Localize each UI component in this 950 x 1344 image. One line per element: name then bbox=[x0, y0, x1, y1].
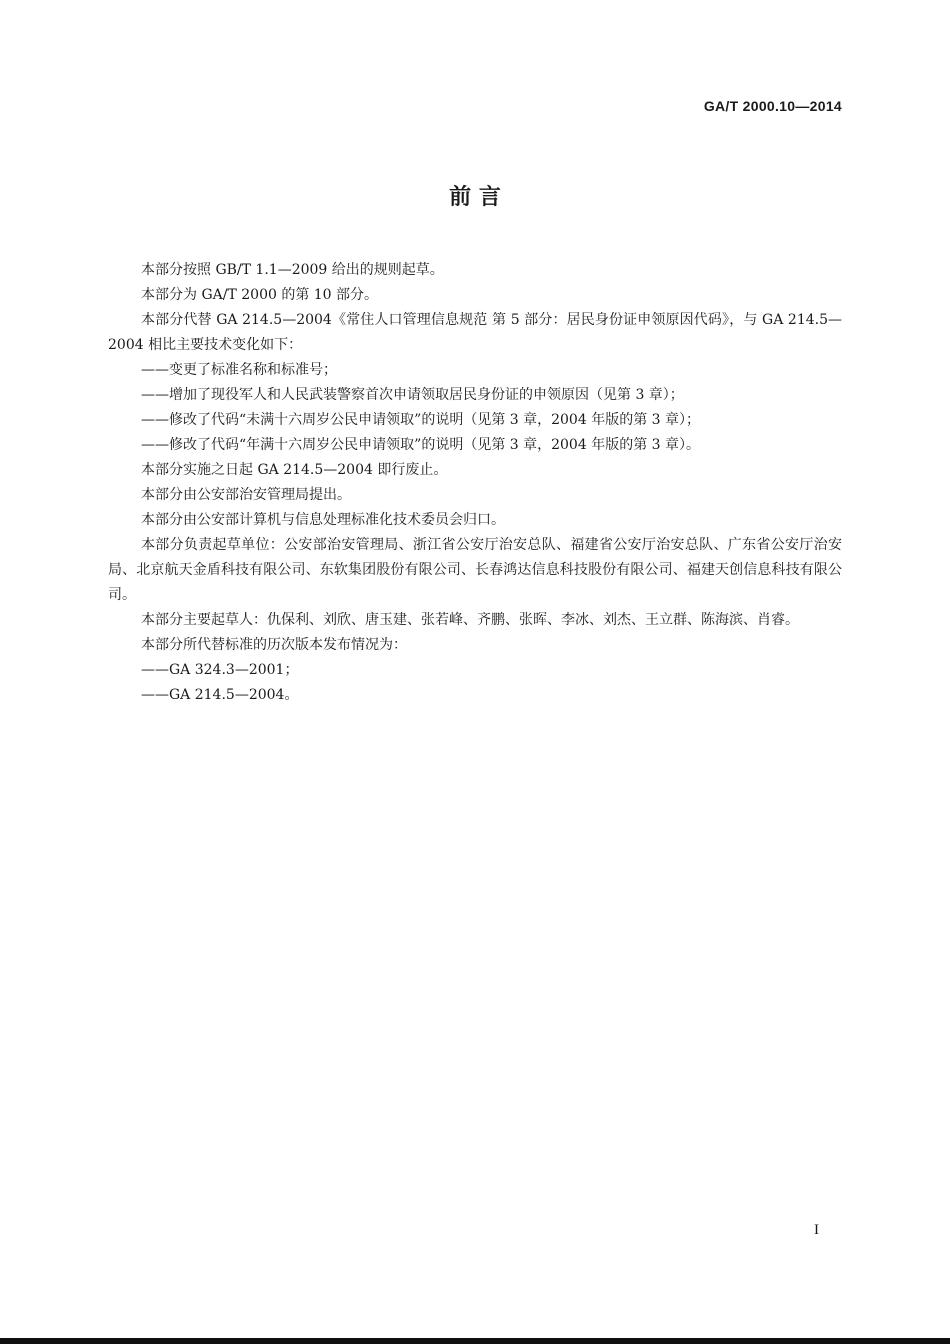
list-item: ——GA 214.5—2004。 bbox=[141, 687, 299, 703]
list-item: ——GA 324.3—2001； bbox=[141, 662, 299, 678]
list-item: ——增加了现役军人和人民武装警察首次申请领取居民身份证的申领原因（见第 3 章）； bbox=[141, 387, 684, 403]
paragraph: 本部分所代替标准的历次版本发布情况为： bbox=[141, 637, 407, 653]
page-title: 前 言 bbox=[449, 185, 501, 210]
paragraph: 本部分代替 GA 214.5—2004《常住人口管理信息规范 第 5 部分：居民身份证申领原因代码》，与 GA 214.5—2004 相比主要技术变化如下： bbox=[108, 312, 842, 353]
list-item: ——变更了标准名称和标准号； bbox=[141, 362, 337, 378]
paragraph: 本部分实施之日起 GA 214.5—2004 即行废止。 bbox=[141, 462, 448, 478]
paragraph: 本部分由公安部计算机与信息处理标准化技术委员会归口。 bbox=[141, 512, 505, 528]
paragraph: 本部分为 GA/T 2000 的第 10 部分。 bbox=[141, 287, 379, 303]
paragraph: 本部分由公安部治安管理局提出。 bbox=[141, 487, 351, 503]
page-number: I bbox=[814, 1222, 819, 1238]
document-body bbox=[108, 258, 842, 708]
bottom-border bbox=[0, 1338, 950, 1344]
paragraph: 本部分负责起草单位：公安部治安管理局、浙江省公安厅治安总队、福建省公安厅治安总队、广东省公安厅治安局、北京航天金盾科技有限公司、东软集团股份有限公司、长春鸿达信息科技股份有限公司、福建天创信息科技有限公司。 bbox=[108, 537, 842, 603]
paragraph: 本部分主要起草人：仇保利、刘欣、唐玉建、张若峰、齐鹏、张晖、李冰、刘杰、王立群、陈海滨、肖睿。 bbox=[141, 612, 799, 628]
list-item: ——修改了代码“未满十六周岁公民申请领取”的说明（见第 3 章，2004 年版的第 3 章）； bbox=[141, 412, 701, 428]
paragraph: 本部分按照 GB/T 1.1—2009 给出的规则起草。 bbox=[141, 262, 444, 278]
list-item: ——修改了代码“年满十六周岁公民申请领取”的说明（见第 3 章，2004 年版的第 3 章）。 bbox=[141, 437, 701, 453]
standard-number: GA/T 2000.10—2014 bbox=[703, 98, 842, 114]
